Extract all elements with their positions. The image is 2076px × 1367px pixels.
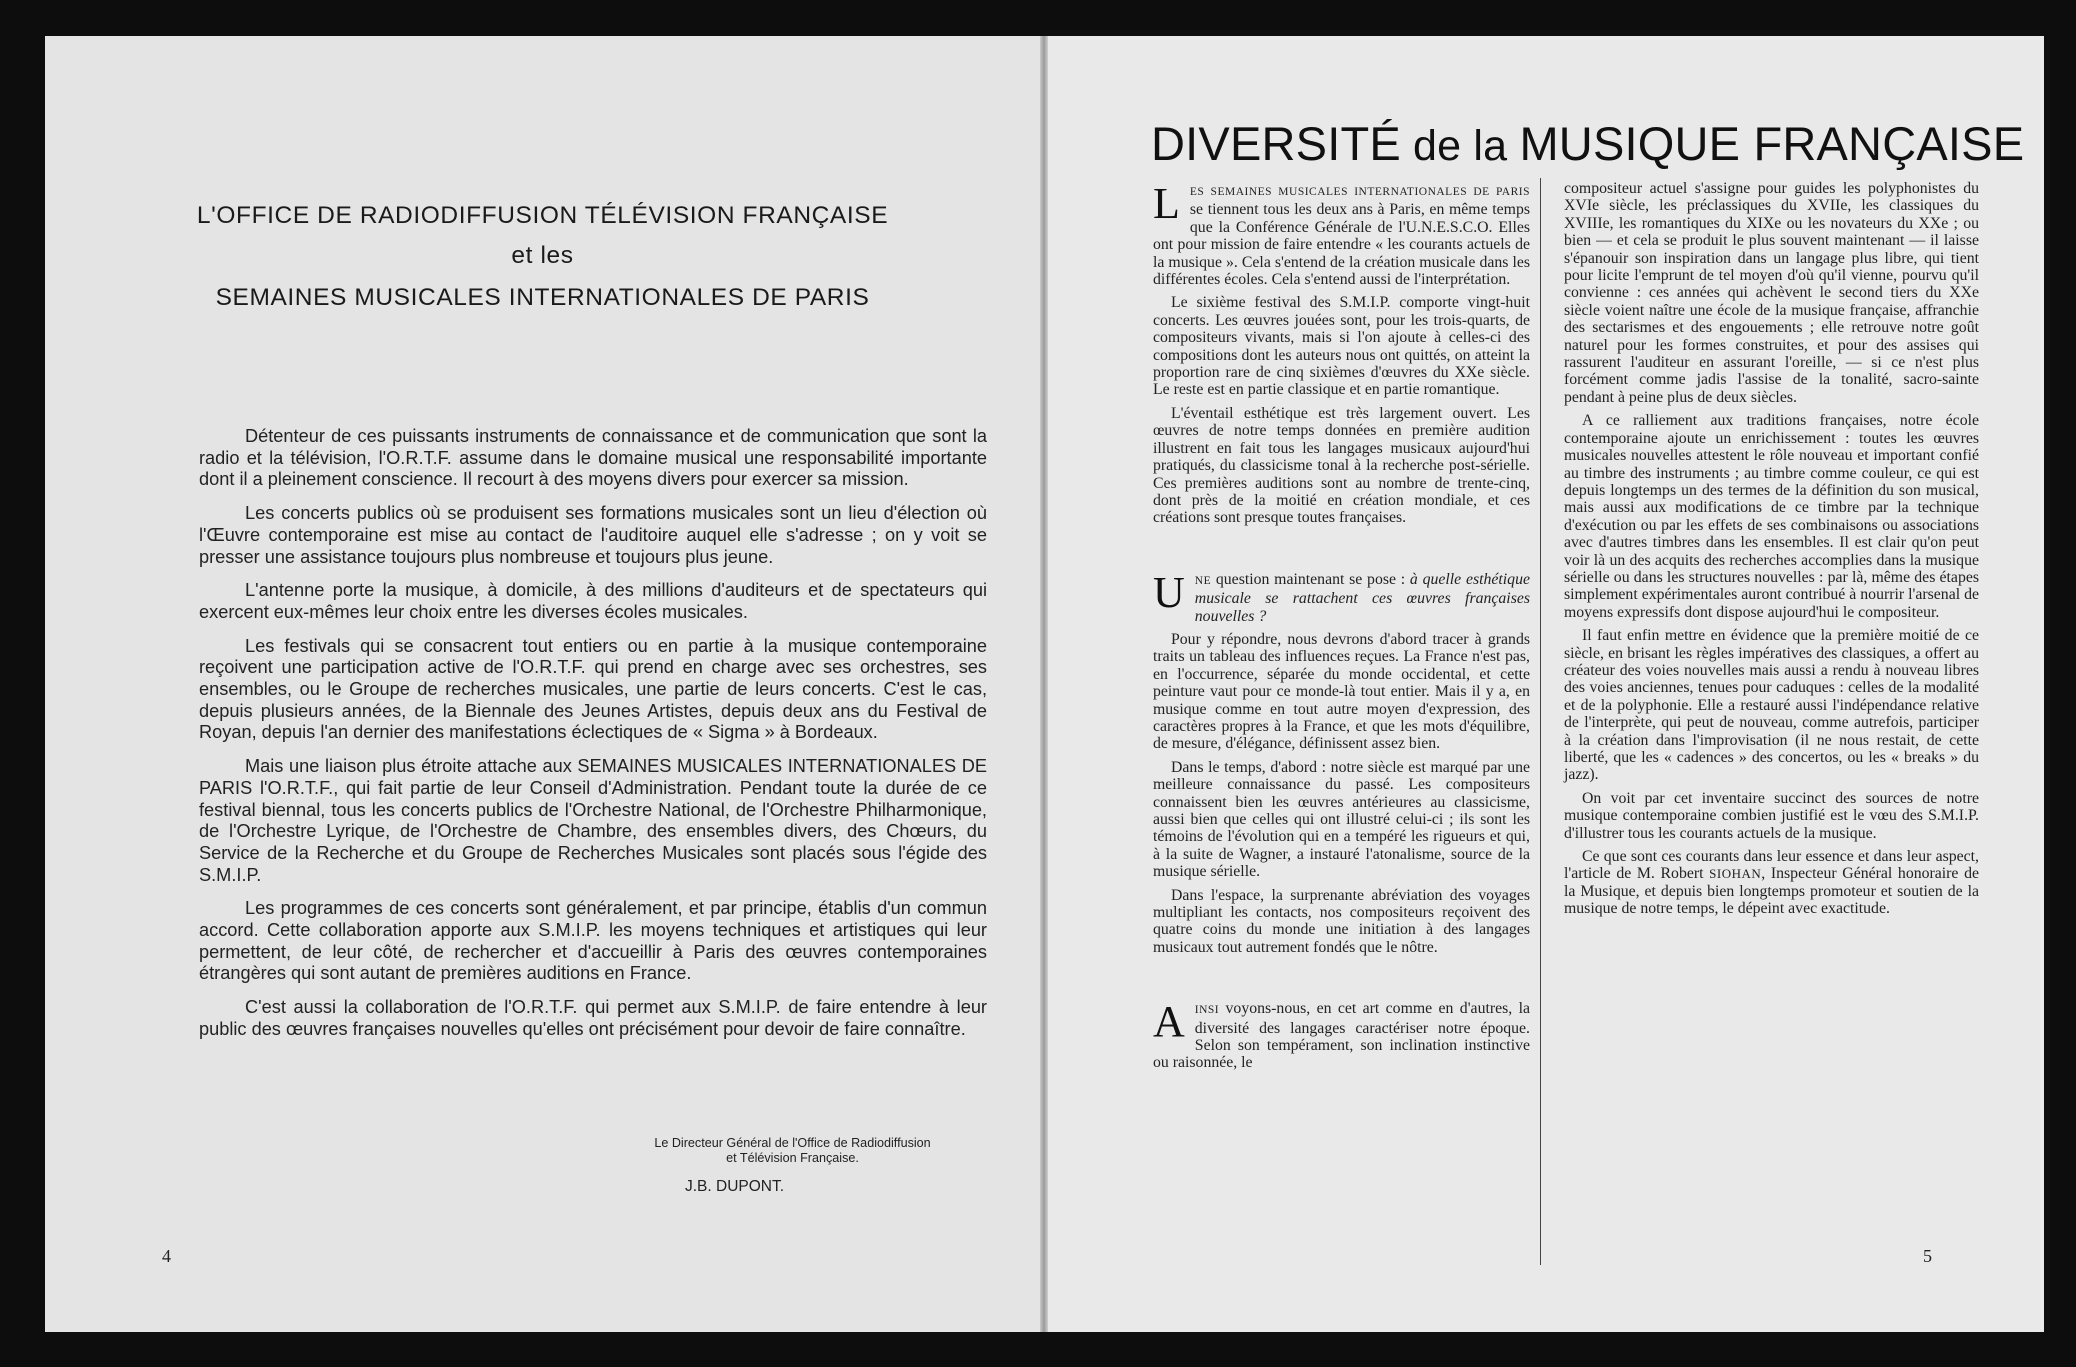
article-column-left [1153, 180, 1570, 1078]
heading-et-les: et les [511, 242, 574, 269]
signature-title [590, 1136, 995, 1166]
italic-question: à quelle esthétique musicale se rattachent ces œuvres françaises nouvelles ? [1194, 570, 1530, 625]
paragraph: L'antenne porte la musique, à domicile, à des millions d'auditeurs et de spectateurs qui exercent eux-mêmes leur choix entre les diverses écoles musicales. [199, 580, 987, 622]
article-column-right [1564, 180, 1979, 924]
paragraph: A ce ralliement aux traditions françaises, notre école contemporaine ajoute un enrichissement : toutes les œuvres musicales nouvelles attestent le rôle nouveau et important confié au timbre des instruments ; au timbre comme couleur, ce qui est depuis longtemps un des termes de la définition du son musical, mais aussi aux modifications de ce timbre par la technique d'exécution ou par les effets de ses combinaisons ou associations avec d'autres timbres dans les ensembles. Il est clair qu'on peut voir là un des acquits des recherches accomplies dans la musique sérielle ou dans les structures nouvelles : par là, même des étapes simplement expérimentales auront contribué à nourrir l'arsenal de moyens expressifs dont dispose aujourd'hui le compositeur. [1564, 412, 1979, 621]
paragraph [1153, 997, 1530, 1072]
small-caps-text: ES SEMAINES MUSICALES INTERNATIONALES DE PARIS [1189, 186, 1530, 198]
spine-gutter [1040, 36, 1048, 1332]
signature-line: et Télévision Française. [726, 1151, 859, 1165]
drop-cap: L [1153, 179, 1180, 228]
author-name: SIOHAN [1709, 866, 1762, 882]
right-page [1048, 36, 2044, 1332]
paragraph: Les concerts publics où se produisent ses formations musicales sont un lieu d'élection où l'Œuvre contemporaine est mise au contact de l'auditoire auquel elle s'adresse ; on y voit se presser une assistance toujours plus nombreuse et toujours plus jeune. [199, 503, 987, 567]
paragraph: Les festivals qui se consacrent tout entiers ou en partie à la musique contemporaine reçoivent une participation active de l'O.R.T.F. qui prend en charge avec ses orchestres, ses ensembles, ou le Groupe de recherches musicales, une partie de leurs concerts. C'est le cas, depuis plusieurs années, de la Biennale des Jeunes Artistes, depuis deux ans du Festival de Royan, depuis l'an dernier des manifestations éclectiques de « Sigma » à Bordeaux. [199, 635, 987, 743]
paragraph-text: Ce que sont ces courants dans leur essence et dans leur aspect, l'article de M. Robert [1564, 848, 1979, 883]
letter-body [199, 426, 987, 1053]
paragraph-text: voyons-nous, en cet art comme en d'autres, la diversité des langages caractériser notre époque. Selon son tempérament, son inclination instinctive ou raisonnée, le [1153, 1000, 1530, 1072]
paragraph: compositeur actuel s'assigne pour guides les polyphonistes du XVIe siècle, les préclassiques du XVIIe, les classiques du XVIIIe, les romantiques du XIXe ou les novateurs du XXe ; ou bien — et cela se produit le plus souvent maintenant — il laisse s'épanouir son inspiration dans un langage plus libre, qui tient pour licite l'emprunt de tel moyen d'où qu'il vienne, pourvu qu'il convienne : ces années qui achèvent le second tiers du XXe siècle voient naître une école de la musique française, affranchie des sectarismes et des engouements ; elle retrouve notre goût naturel pour les formes construites, et pour des assises qui rassurent l'auditeur en assurant l'oreille, — si ce n'est plus forcément comme jadis l'assise de la tonalité, sacro-sainte pendant à peine plus de deux siècles. [1564, 180, 1979, 406]
paragraph [1564, 848, 1979, 918]
signature-line: Le Directeur Général de l'Office de Radiodiffusion [654, 1136, 931, 1150]
drop-cap: U [1153, 567, 1185, 617]
heading-ortf: L'OFFICE DE RADIODIFFUSION TÉLÉVISION FRANÇAISE [196, 202, 889, 229]
paragraph [1153, 567, 1530, 625]
paragraph: Mais une liaison plus étroite attache aux SEMAINES MUSICALES INTERNATIONALES DE PARIS l'O.R.T.F., qui fait partie de leur Conseil d'Administration. Pendant toute la durée de ce festival biennal, tous les concerts publics de l'Orchestre National, de l'Orchestre Philharmonique, de l'Orchestre Lyrique, de l'Orchestre de Chambre, des ensembles divers, des Chœurs, du Service de la Recherche et du Groupe de Recherches Musicales sont placés sous l'égide des S.M.I.P. [199, 756, 987, 885]
paragraph: Il faut enfin mettre en évidence que la première moitié de ce siècle, en brisant les règles impératives des classiques, a offert au créateur des voies nouvelles mais aussi a rendu à nouveau libres des voies anciennes, tenues pour caduques : celles de la modalité et de la polyphonie. Elle a restauré aussi l'indépendance relative de l'interprète, qui peut de nouveau, comme autrefois, participer à la création dans l'improvisation (il ne nous restait, de cette liberté, que les « cadences » des concertos, ou les « breaks » du jazz). [1564, 627, 1979, 784]
signature-name: J.B. DUPONT. [685, 1178, 785, 1195]
paragraph: L'éventail esthétique est très largement ouvert. Les œuvres de notre temps données en première audition illustrent en fait tous les langages musicaux aujourd'hui pratiqués, du classicisme tonal à la recherche post-sérielle. Ces premières auditions sont au nombre de trente-cinq, dont près de la moitié en création mondiale, et ces créations sont presque toutes françaises. [1153, 404, 1530, 527]
small-caps-text: INSI [1194, 1004, 1220, 1017]
paragraph-text: question maintenant se pose : [1211, 570, 1410, 588]
title-part: de la [1400, 122, 1520, 170]
paragraph: Le sixième festival des S.M.I.P. comporte vingt-huit concerts. Les œuvres jouées sont, pour les trois-quarts, de compositeurs vivants, mais si l'on ajoute à celles-ci des compositions dont les auteurs nous ont quittés, on atteint la proportion rare de cinq sixièmes d'œuvres du XXe siècle. Le reste est en partie classique et en partie romantique. [1153, 294, 1530, 399]
article-title [1151, 116, 2024, 171]
paragraph: Dans l'espace, la surprenante abréviation des voyages multipliant les contacts, nos compositeurs reçoivent des quatre coins du monde une initiation à des langages musicaux tout autrement fondés que le nôtre. [1153, 886, 1530, 956]
paragraph: Dans le temps, d'abord : notre siècle est marqué par une meilleure connaissance du passé. Les compositeurs connaissent bien les œuvres antérieures au classicisme, aussi bien que celles qui ont illustré celui-ci ; ils sont les témoins de l'évolution qui en a tempéré les rigueurs et qui, à la suite de Wagner, a instauré l'atonalisme, source de la musique sérielle. [1153, 758, 1530, 881]
title-part: DIVERSITÉ [1151, 117, 1401, 170]
page-number-right: 5 [1923, 1246, 1932, 1266]
paragraph: Pour y répondre, nous devrons d'abord tracer à grands traits un tableau des influences reçues. La France n'est pas, en l'occurrence, séparée du monde occidental, et cette peinture vaut pour ce monde-là tout entier. Mais il y a, en musique comme en tout autre moyen d'expression, des caractères propres à la France, et que les mots d'équilibre, de mesure, d'élégance, définissent assez bien. [1153, 630, 1530, 753]
paragraph: Les programmes de ces concerts sont généralement, et par principe, établis d'un commun accord. Cette collaboration apporte aux S.M.I.P. les moyens techniques et artistiques qui leur permettent, de leur côté, de rechercher et d'accueillir à Paris des œuvres contemporaines étrangères qui sont autant de premières auditions en France. [199, 898, 987, 984]
paragraph: Détenteur de ces puissants instruments de connaissance et de communication que sont la radio et la télévision, l'O.R.T.F. assume dans le domaine musical une responsabilité importante dont il a pleinement conscience. Il recourt à des moyens divers pour exercer sa mission. [199, 426, 987, 490]
page-number-left: 4 [162, 1246, 171, 1266]
title-part: MUSIQUE FRANÇAISE [1519, 117, 2025, 170]
left-page [45, 36, 1040, 1332]
paragraph: On voit par cet inventaire succinct des sources de notre musique contemporaine combien justifié est le vœu des S.M.I.P. d'illustrer tous les courants actuels de la musique. [1564, 789, 1979, 842]
paragraph-text: , Inspecteur Général honoraire de la Musique, et depuis bien longtemps promoteur et soutien de la musique de notre temps, le dépeint avec exactitude. [1564, 865, 1979, 918]
drop-cap: A [1153, 997, 1185, 1047]
small-caps-text: NE [1194, 574, 1212, 587]
paragraph: C'est aussi la collaboration de l'O.R.T.F. qui permet aux S.M.I.P. de faire entendre à leur public des œuvres françaises nouvelles qu'elles ont précisément pour devoir de faire connaître. [199, 997, 987, 1039]
heading-smip: SEMAINES MUSICALES INTERNATIONALES DE PARIS [215, 284, 870, 311]
paragraph-text: se tiennent tous les deux ans à Paris, en même temps que la Conférence Générale de l'U.N.E.S.C.O. Elles ont pour mission de faire entendre « les courants actuels de la musique ». Cela s'entend de la création musicale dans les différentes écoles. Cela s'entend aussi de l'interprétation. [1153, 201, 1530, 289]
paragraph [1153, 179, 1530, 289]
